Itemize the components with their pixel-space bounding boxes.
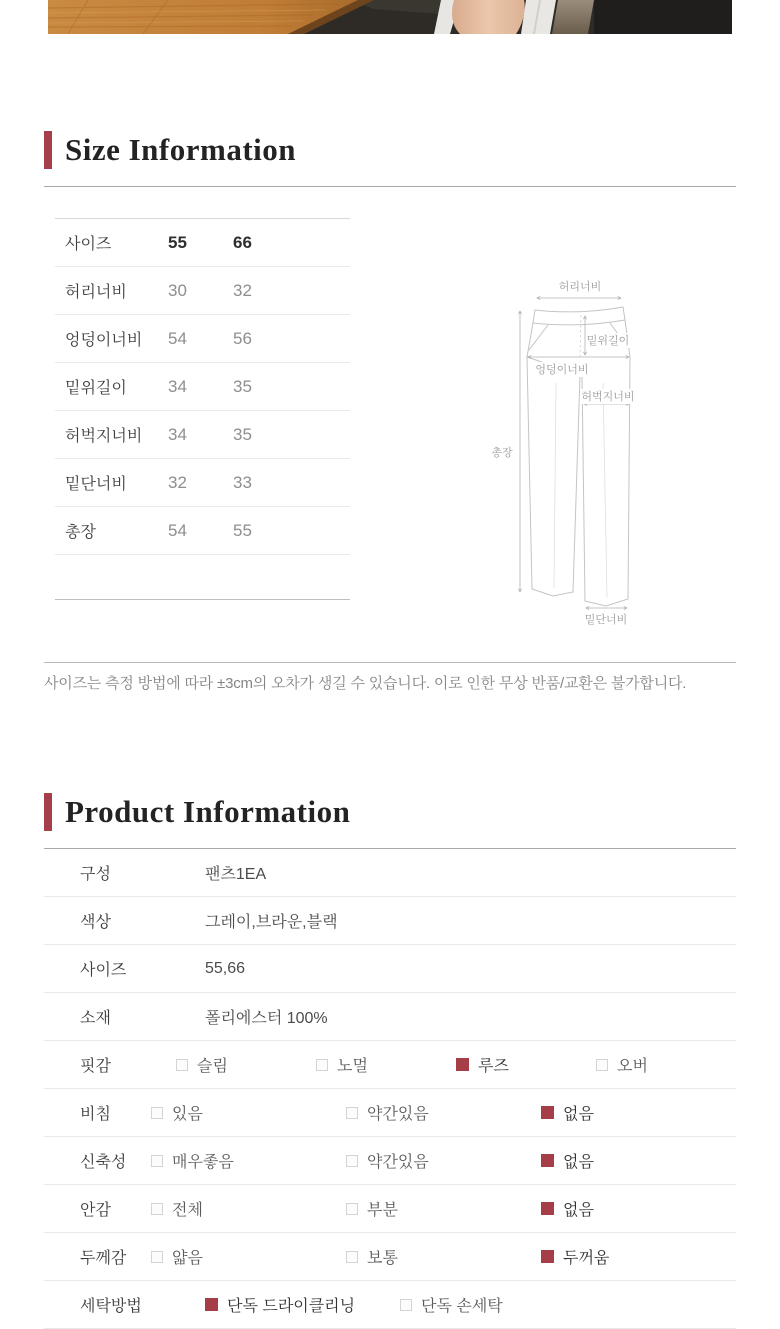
option-label: 루즈 xyxy=(478,1058,509,1075)
diagram-label-length: 총장 xyxy=(491,447,513,459)
checkbox-icon xyxy=(151,1155,163,1167)
measure-label: 엉덩이너비 xyxy=(65,332,143,349)
row-label: 핏감 xyxy=(80,1058,111,1075)
option-item xyxy=(176,1053,316,1076)
size-col-label: 사이즈 xyxy=(65,236,112,253)
measure-value: 54 xyxy=(168,328,187,348)
measure-label: 허리너비 xyxy=(65,284,127,301)
divider xyxy=(44,186,736,187)
option-label: 부분 xyxy=(367,1202,398,1219)
checkbox-icon xyxy=(346,1203,358,1215)
measure-value: 32 xyxy=(168,472,187,492)
product-row-lining xyxy=(44,1185,736,1233)
measure-value: 55 xyxy=(233,520,252,540)
option-label: 있음 xyxy=(172,1106,203,1123)
product-row-fit xyxy=(44,1041,736,1089)
size-table-row xyxy=(55,267,350,315)
checkbox-icon xyxy=(205,1298,218,1311)
option-item xyxy=(151,1197,346,1220)
product-row-thickness xyxy=(44,1233,736,1281)
measure-label: 밑단너비 xyxy=(65,476,127,493)
option-label: 없음 xyxy=(563,1106,594,1123)
product-row-sheerness xyxy=(44,1089,736,1137)
option-item xyxy=(541,1149,736,1172)
product-row-elasticity xyxy=(44,1137,736,1185)
accent-bar xyxy=(44,793,52,831)
measure-value: 35 xyxy=(233,424,252,444)
option-item xyxy=(456,1053,596,1076)
option-item xyxy=(316,1053,456,1076)
row-label: 구성 xyxy=(80,866,111,883)
diagram-label-rise: 밑위길이 xyxy=(586,335,630,347)
checkbox-icon xyxy=(541,1250,554,1263)
diagram-label-waist: 허리너비 xyxy=(558,281,602,293)
option-item xyxy=(205,1293,400,1316)
option-item xyxy=(346,1101,541,1124)
option-item xyxy=(151,1245,346,1268)
size-section-header xyxy=(44,131,736,169)
option-label: 보통 xyxy=(367,1250,398,1267)
size-col-66: 66 xyxy=(233,232,252,252)
row-label: 두께감 xyxy=(80,1250,127,1267)
option-item xyxy=(541,1101,736,1124)
checkbox-icon xyxy=(346,1107,358,1119)
product-row-material xyxy=(44,993,736,1041)
option-label: 매우좋음 xyxy=(172,1154,234,1171)
option-item xyxy=(596,1053,736,1076)
measure-value: 56 xyxy=(233,328,252,348)
checkbox-icon xyxy=(541,1202,554,1215)
option-item xyxy=(541,1245,736,1268)
checkbox-icon xyxy=(541,1106,554,1119)
option-label: 단독 손세탁 xyxy=(421,1298,503,1315)
size-table-row xyxy=(55,411,350,459)
option-label: 두꺼움 xyxy=(563,1250,610,1267)
option-label: 전체 xyxy=(172,1202,203,1219)
measure-label: 허벅지너비 xyxy=(65,428,143,445)
product-section-title: Product Information xyxy=(65,794,351,829)
product-info-table xyxy=(44,849,736,1329)
product-section-header xyxy=(44,793,736,831)
checkbox-icon xyxy=(151,1251,163,1263)
option-label: 단독 드라이클리닝 xyxy=(227,1298,356,1315)
measure-value: 33 xyxy=(233,472,252,492)
measure-value: 32 xyxy=(233,280,252,300)
option-item xyxy=(151,1149,346,1172)
checkbox-icon xyxy=(346,1155,358,1167)
checkbox-icon xyxy=(456,1058,469,1071)
row-label: 색상 xyxy=(80,914,111,931)
diagram-label-hem: 밑단너비 xyxy=(584,614,628,626)
size-table xyxy=(55,218,350,600)
size-table-row xyxy=(55,363,350,411)
checkbox-icon xyxy=(346,1251,358,1263)
measure-value: 34 xyxy=(168,376,187,396)
option-item xyxy=(346,1149,541,1172)
option-label: 약간있음 xyxy=(367,1154,429,1171)
row-label: 사이즈 xyxy=(80,962,127,979)
row-value: 폴리에스터 100% xyxy=(205,1010,328,1027)
checkbox-icon xyxy=(151,1107,163,1119)
measure-value: 35 xyxy=(233,376,252,396)
size-table-empty-row xyxy=(55,555,350,600)
option-label: 오버 xyxy=(617,1058,648,1075)
product-row-washing xyxy=(44,1281,736,1329)
size-col-55: 55 xyxy=(168,232,187,252)
measure-label: 총장 xyxy=(65,524,96,541)
option-item xyxy=(541,1197,736,1220)
row-value: 55,66 xyxy=(205,959,246,977)
row-label: 세탁방법 xyxy=(80,1298,142,1315)
product-row-composition xyxy=(44,849,736,897)
checkbox-icon xyxy=(596,1059,608,1071)
option-item xyxy=(346,1245,541,1268)
size-section-title: Size Information xyxy=(65,132,297,167)
measure-value: 54 xyxy=(168,520,187,540)
option-label: 약간있음 xyxy=(367,1106,429,1123)
option-item xyxy=(400,1293,595,1316)
product-row-size xyxy=(44,945,736,993)
row-label: 비침 xyxy=(80,1106,111,1123)
measure-label: 밑위길이 xyxy=(65,380,127,397)
product-photo-strip xyxy=(48,0,732,34)
pants-measurement-diagram xyxy=(470,271,670,631)
diagram-label-thigh: 허벅지너비 xyxy=(581,391,635,403)
accent-bar xyxy=(44,131,52,169)
row-label: 신축성 xyxy=(80,1154,127,1171)
option-item xyxy=(151,1101,346,1124)
option-item xyxy=(346,1197,541,1220)
row-label: 소재 xyxy=(80,1010,111,1027)
checkbox-icon xyxy=(400,1299,412,1311)
photo-illustration xyxy=(48,0,732,34)
option-label: 없음 xyxy=(563,1154,594,1171)
checkbox-icon xyxy=(316,1059,328,1071)
option-label: 슬림 xyxy=(197,1058,228,1075)
size-table-row xyxy=(55,459,350,507)
row-label: 안감 xyxy=(80,1202,111,1219)
option-label: 없음 xyxy=(563,1202,594,1219)
size-table-row xyxy=(55,315,350,363)
checkbox-icon xyxy=(541,1154,554,1167)
diagram-label-hip: 엉덩이너비 xyxy=(535,364,589,376)
option-label: 노멀 xyxy=(337,1058,368,1075)
size-table-row xyxy=(55,507,350,555)
size-table-header-row xyxy=(55,219,350,267)
measure-value: 30 xyxy=(168,280,187,300)
checkbox-icon xyxy=(176,1059,188,1071)
size-tolerance-note: 사이즈는 측정 방법에 따라 ±3cm의 오차가 생길 수 있습니다. 이로 인한 무상 반품/교환은 불가합니다. xyxy=(44,675,687,692)
row-value: 그레이,브라운,블랙 xyxy=(205,914,338,931)
checkbox-icon xyxy=(151,1203,163,1215)
option-label: 얇음 xyxy=(172,1250,203,1267)
product-row-color xyxy=(44,897,736,945)
row-value: 팬츠1EA xyxy=(205,866,267,883)
measure-value: 34 xyxy=(168,424,187,444)
